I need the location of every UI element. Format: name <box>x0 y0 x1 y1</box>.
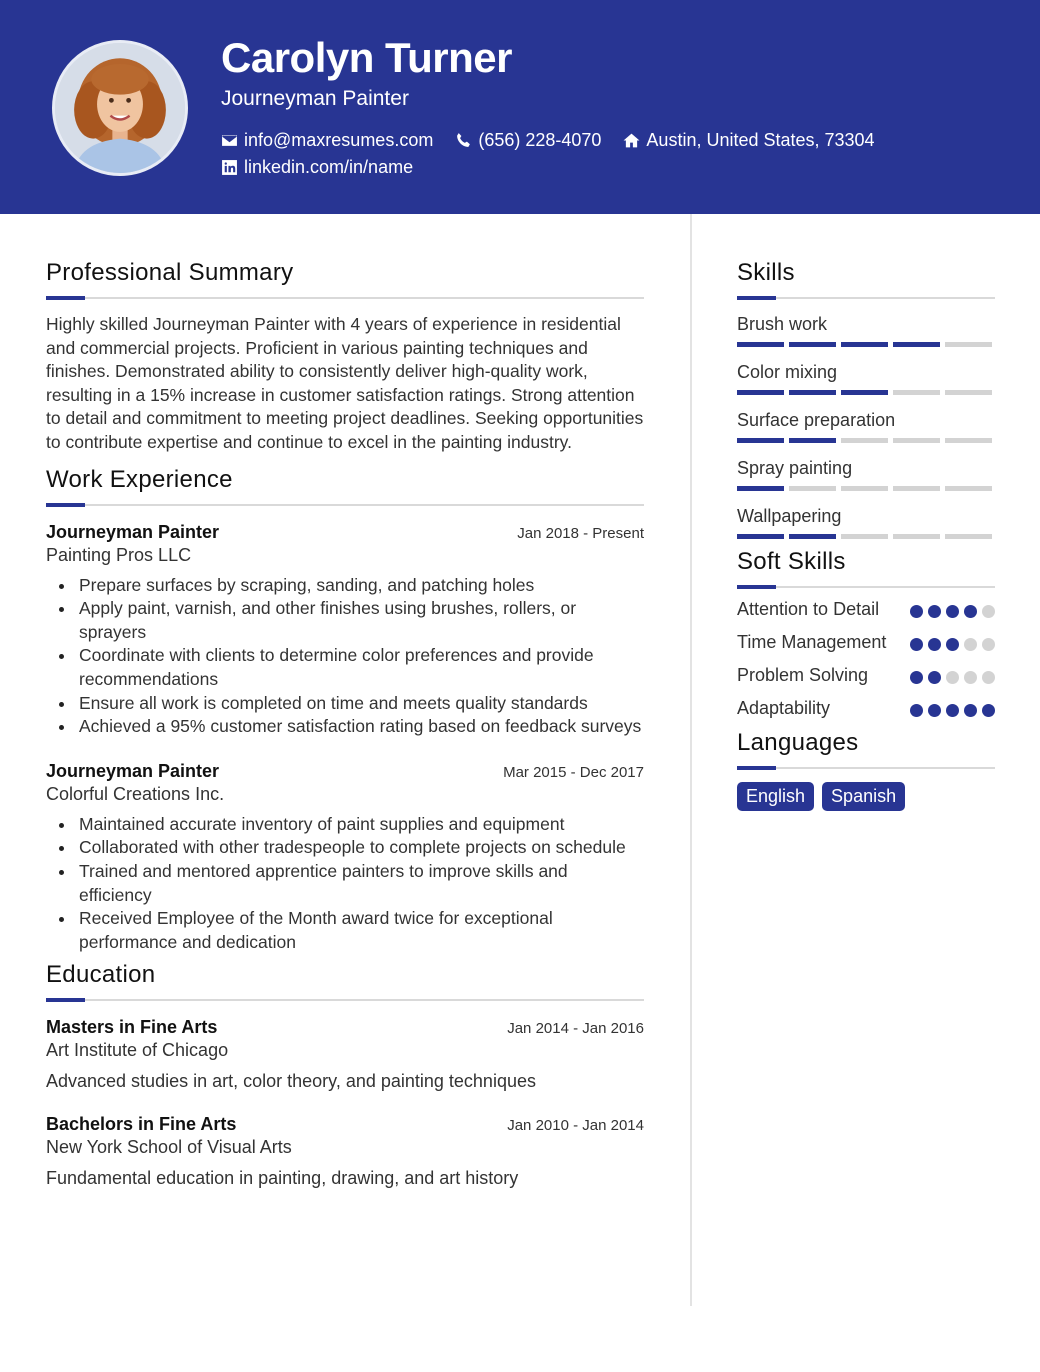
skill-item <box>737 505 995 539</box>
skill-level-segment <box>945 438 992 443</box>
list-item: Ensure all work is completed on time and meets quality standards <box>46 692 644 716</box>
skill-level-bar <box>737 390 995 395</box>
soft-skill-rating <box>910 638 995 651</box>
skill-name: Color mixing <box>737 362 838 382</box>
skill-level-segment <box>737 342 784 347</box>
skill-level-bar <box>737 342 995 347</box>
phone-text: (656) 228-4070 <box>478 130 602 150</box>
contact-email[interactable] <box>221 130 433 151</box>
rating-dot <box>964 671 977 684</box>
linkedin-icon <box>221 159 238 176</box>
skill-level-segment <box>737 438 784 443</box>
soft-skill-item <box>737 697 995 720</box>
skill-level-segment <box>789 534 836 539</box>
location-text: Austin, United States, 73304 <box>646 130 875 150</box>
education-heading: Education <box>46 961 156 989</box>
summary-text: Highly skilled Journeyman Painter with 4 years of experience in residential and commercial projects. Proficient in various painting techniques and finishes. Demonstrated ability to consistently deliver high-quality work, resulting in a 15% increase in customer satisfaction ratings. Strong attention to detail and commitment to meeting project deadlines. Seeking opportunities to contribute expertise and continue to excel in the painting industry. <box>46 314 644 452</box>
list-item: Apply paint, varnish, and other finishes using brushes, rollers, or sprayers <box>46 597 644 644</box>
list-item: Achieved a 95% customer satisfaction rating based on feedback surveys <box>46 715 644 739</box>
contact-location <box>623 130 874 151</box>
side-column <box>737 258 995 811</box>
skill-level-segment <box>945 390 992 395</box>
job-bullets <box>46 813 644 955</box>
soft-skill-name: Attention to Detail <box>737 599 880 619</box>
phone-icon <box>455 132 472 149</box>
soft-skill-item <box>737 664 995 687</box>
avatar <box>52 40 188 176</box>
list-item: Maintained accurate inventory of paint supplies and equipment <box>46 813 644 837</box>
skill-level-segment <box>789 342 836 347</box>
education-section <box>46 960 644 1189</box>
soft-skill-rating <box>910 605 995 618</box>
skill-item <box>737 361 995 395</box>
job-company: Painting Pros LLC <box>46 544 192 565</box>
education-description: Advanced studies in art, color theory, and painting techniques <box>46 1071 536 1092</box>
skill-name: Surface preparation <box>737 410 896 430</box>
education-date: Jan 2014 - Jan 2016 <box>507 1020 644 1038</box>
school-name: New York School of Visual Arts <box>46 1137 292 1158</box>
job-bullets <box>46 574 644 739</box>
rating-dot <box>946 671 959 684</box>
linkedin-text: linkedin.com/in/name <box>244 157 414 177</box>
skills-heading: Skills <box>737 259 795 286</box>
skill-level-bar <box>737 534 995 539</box>
section-rule <box>737 586 995 588</box>
skill-level-segment <box>841 534 888 539</box>
experience-heading: Work Experience <box>46 465 233 493</box>
education-date: Jan 2010 - Jan 2014 <box>507 1117 644 1135</box>
section-rule <box>737 297 995 299</box>
list-item: Collaborated with other tradespeople to complete projects on schedule <box>46 836 644 860</box>
skill-level-segment <box>737 534 784 539</box>
rating-dot <box>964 605 977 618</box>
job-title: Journeyman Painter <box>46 760 220 781</box>
soft-skill-item <box>737 631 995 654</box>
soft-skills-heading: Soft Skills <box>737 548 846 575</box>
rating-dot <box>946 704 959 717</box>
rating-dot <box>982 671 995 684</box>
candidate-name: Carolyn Turner <box>221 34 512 81</box>
skill-level-segment <box>893 390 940 395</box>
rating-dot <box>928 605 941 618</box>
main-column <box>46 258 644 1189</box>
candidate-title: Journeyman Painter <box>221 87 409 110</box>
rating-dot <box>928 671 941 684</box>
education-entry <box>46 1017 644 1092</box>
skill-level-segment <box>893 438 940 443</box>
skill-item <box>737 457 995 491</box>
soft-skill-rating <box>910 671 995 684</box>
home-icon <box>623 132 640 149</box>
education-description: Fundamental education in painting, drawing, and art history <box>46 1168 519 1189</box>
skill-name: Wallpapering <box>737 506 842 526</box>
degree-title: Bachelors in Fine Arts <box>46 1114 237 1135</box>
rating-dot <box>928 638 941 651</box>
skill-level-segment <box>841 342 888 347</box>
rating-dot <box>982 638 995 651</box>
skill-name: Brush work <box>737 314 828 334</box>
soft-skill-item <box>737 598 995 621</box>
rating-dot <box>910 671 923 684</box>
rating-dot <box>910 704 923 717</box>
languages-heading: Languages <box>737 729 859 756</box>
skill-level-segment <box>789 438 836 443</box>
email-text: info@maxresumes.com <box>244 130 434 150</box>
skill-level-segment <box>893 342 940 347</box>
skill-level-segment <box>789 486 836 491</box>
skill-item <box>737 409 995 443</box>
skill-level-segment <box>737 486 784 491</box>
skill-level-segment <box>893 534 940 539</box>
skill-level-segment <box>893 486 940 491</box>
list-item: Received Employee of the Month award twice for exceptional performance and dedication <box>46 907 644 954</box>
skill-item <box>737 313 995 347</box>
experience-section <box>46 465 644 955</box>
avatar-photo <box>55 43 185 173</box>
rating-dot <box>964 638 977 651</box>
rating-dot <box>946 605 959 618</box>
skill-level-bar <box>737 438 995 443</box>
rating-dot <box>982 605 995 618</box>
soft-skill-name: Time Management <box>737 632 887 652</box>
education-entry <box>46 1114 644 1189</box>
language-badge: Spanish <box>822 782 905 811</box>
skill-level-segment <box>841 486 888 491</box>
summary-heading: Professional Summary <box>46 259 294 286</box>
header-banner <box>0 0 1040 214</box>
soft-skill-name: Adaptability <box>737 698 831 718</box>
contact-phone[interactable] <box>455 130 601 151</box>
rating-dot <box>946 638 959 651</box>
skill-level-segment <box>789 390 836 395</box>
soft-skills-section <box>737 547 995 720</box>
summary-section <box>46 258 644 455</box>
rating-dot <box>982 704 995 717</box>
job-company: Colorful Creations Inc. <box>46 783 225 804</box>
skill-name: Spray painting <box>737 458 853 478</box>
section-rule <box>737 767 995 769</box>
skill-level-segment <box>945 486 992 491</box>
section-rule <box>46 504 644 506</box>
contact-linkedin[interactable] <box>221 157 413 178</box>
skill-level-segment <box>945 342 992 347</box>
job-entry <box>46 761 644 955</box>
soft-skills-list <box>737 598 995 720</box>
rating-dot <box>910 605 923 618</box>
languages-section <box>737 728 995 811</box>
skill-level-segment <box>945 534 992 539</box>
languages-list <box>737 782 995 811</box>
soft-skill-rating <box>910 704 995 717</box>
soft-skill-name: Problem Solving <box>737 665 869 685</box>
contact-row-2 <box>221 157 413 178</box>
skill-level-segment <box>841 390 888 395</box>
skills-section <box>737 258 995 539</box>
contact-row <box>221 130 875 151</box>
skill-level-segment <box>737 390 784 395</box>
skill-level-segment <box>841 438 888 443</box>
job-entry <box>46 522 644 739</box>
rating-dot <box>964 704 977 717</box>
rating-dot <box>928 704 941 717</box>
list-item: Trained and mentored apprentice painters to improve skills and efficiency <box>46 860 644 907</box>
job-title: Journeyman Painter <box>46 521 220 542</box>
school-name: Art Institute of Chicago <box>46 1040 229 1061</box>
envelope-icon <box>221 132 238 149</box>
job-date: Mar 2015 - Dec 2017 <box>503 763 644 781</box>
job-date: Jan 2018 - Present <box>517 524 644 542</box>
language-badge: English <box>737 782 814 811</box>
list-item: Coordinate with clients to determine color preferences and provide recommendations <box>46 644 644 691</box>
section-rule <box>46 999 644 1001</box>
list-item: Prepare surfaces by scraping, sanding, and patching holes <box>46 574 644 598</box>
section-rule <box>46 297 644 299</box>
degree-title: Masters in Fine Arts <box>46 1017 218 1038</box>
skill-level-bar <box>737 486 995 491</box>
column-divider <box>690 214 692 1306</box>
skills-list <box>737 313 995 539</box>
rating-dot <box>910 638 923 651</box>
